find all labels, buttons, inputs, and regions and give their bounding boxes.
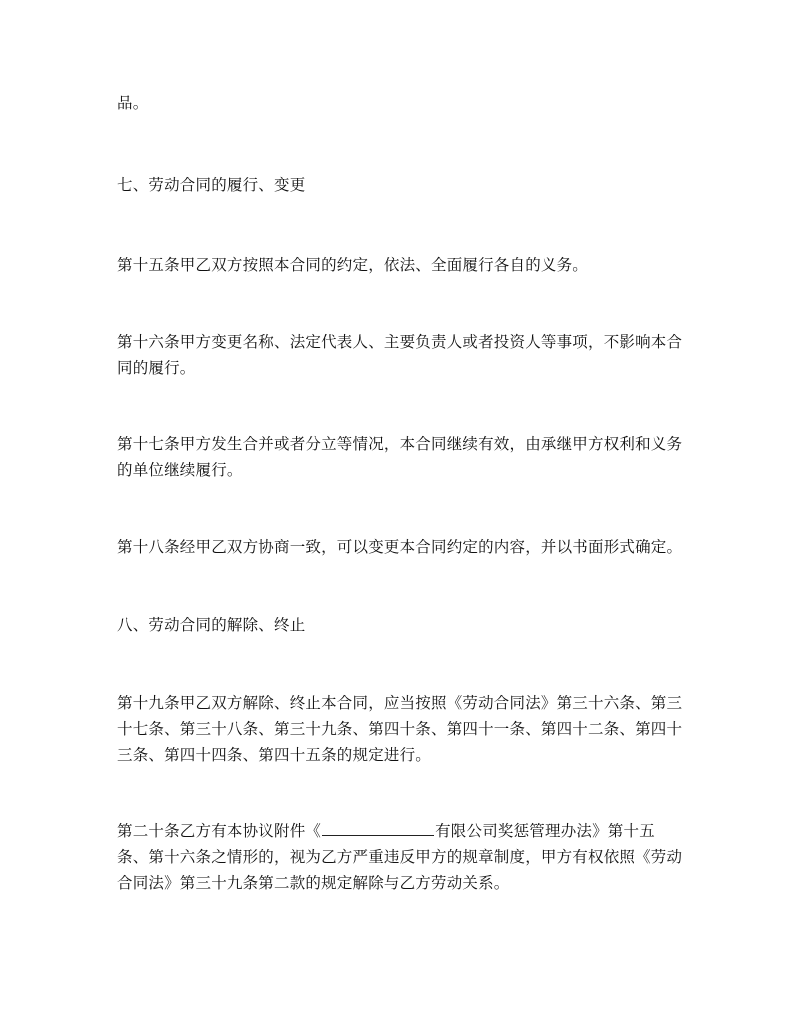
article-20: [117, 818, 683, 896]
fragment-line: 品。: [117, 94, 149, 112]
article-line: 第十六条甲方变更名称、法定代表人、主要负责人或者投资人等事项，不影响本合: [117, 333, 683, 351]
company-name-blank: [322, 820, 434, 836]
article-line: 三条、第四十四条、第四十五条的规定进行。: [117, 746, 432, 764]
section-heading-text: 七、劳动合同的履行、变更: [117, 176, 306, 194]
article-line: 第十八条经甲乙双方协商一致，可以变更本合同约定的内容，并以书面形式确定。: [117, 538, 683, 556]
section-heading-7: [117, 172, 683, 198]
section-heading-8: [117, 612, 683, 638]
article-15: [117, 252, 683, 278]
article-18: [117, 534, 683, 560]
article-line: 条、第十六条之情形的，视为乙方严重违反甲方的规章制度，甲方有权依照《劳动: [117, 848, 683, 866]
article-20-text-after-blank: 有限公司奖惩管理办法》第十五: [435, 822, 655, 840]
article-19: [117, 690, 683, 768]
article-line: 十七条、第三十八条、第三十九条、第四十条、第四十一条、第四十二条、第四十: [117, 720, 683, 738]
article-line: 的单位继续履行。: [117, 461, 243, 479]
article-20-text-before-blank: 第二十条乙方有本协议附件《: [117, 822, 322, 840]
article-line: 第十五条甲乙双方按照本合同的约定，依法、全面履行各自的义务。: [117, 256, 589, 274]
article-line: [117, 818, 683, 844]
article-line: 第十九条甲乙双方解除、终止本合同，应当按照《劳动合同法》第三十六条、第三: [117, 694, 683, 712]
article-line: 第十七条甲方发生合并或者分立等情况，本合同继续有效，由承继甲方权利和义务: [117, 435, 683, 453]
article-line: 合同法》第三十九条第二款的规定解除与乙方劳动关系。: [117, 874, 510, 892]
text-fragment: [117, 90, 683, 116]
article-line: 同的履行。: [117, 359, 196, 377]
article-16: [117, 329, 683, 381]
section-heading-text: 八、劳动合同的解除、终止: [117, 616, 306, 634]
article-17: [117, 431, 683, 483]
